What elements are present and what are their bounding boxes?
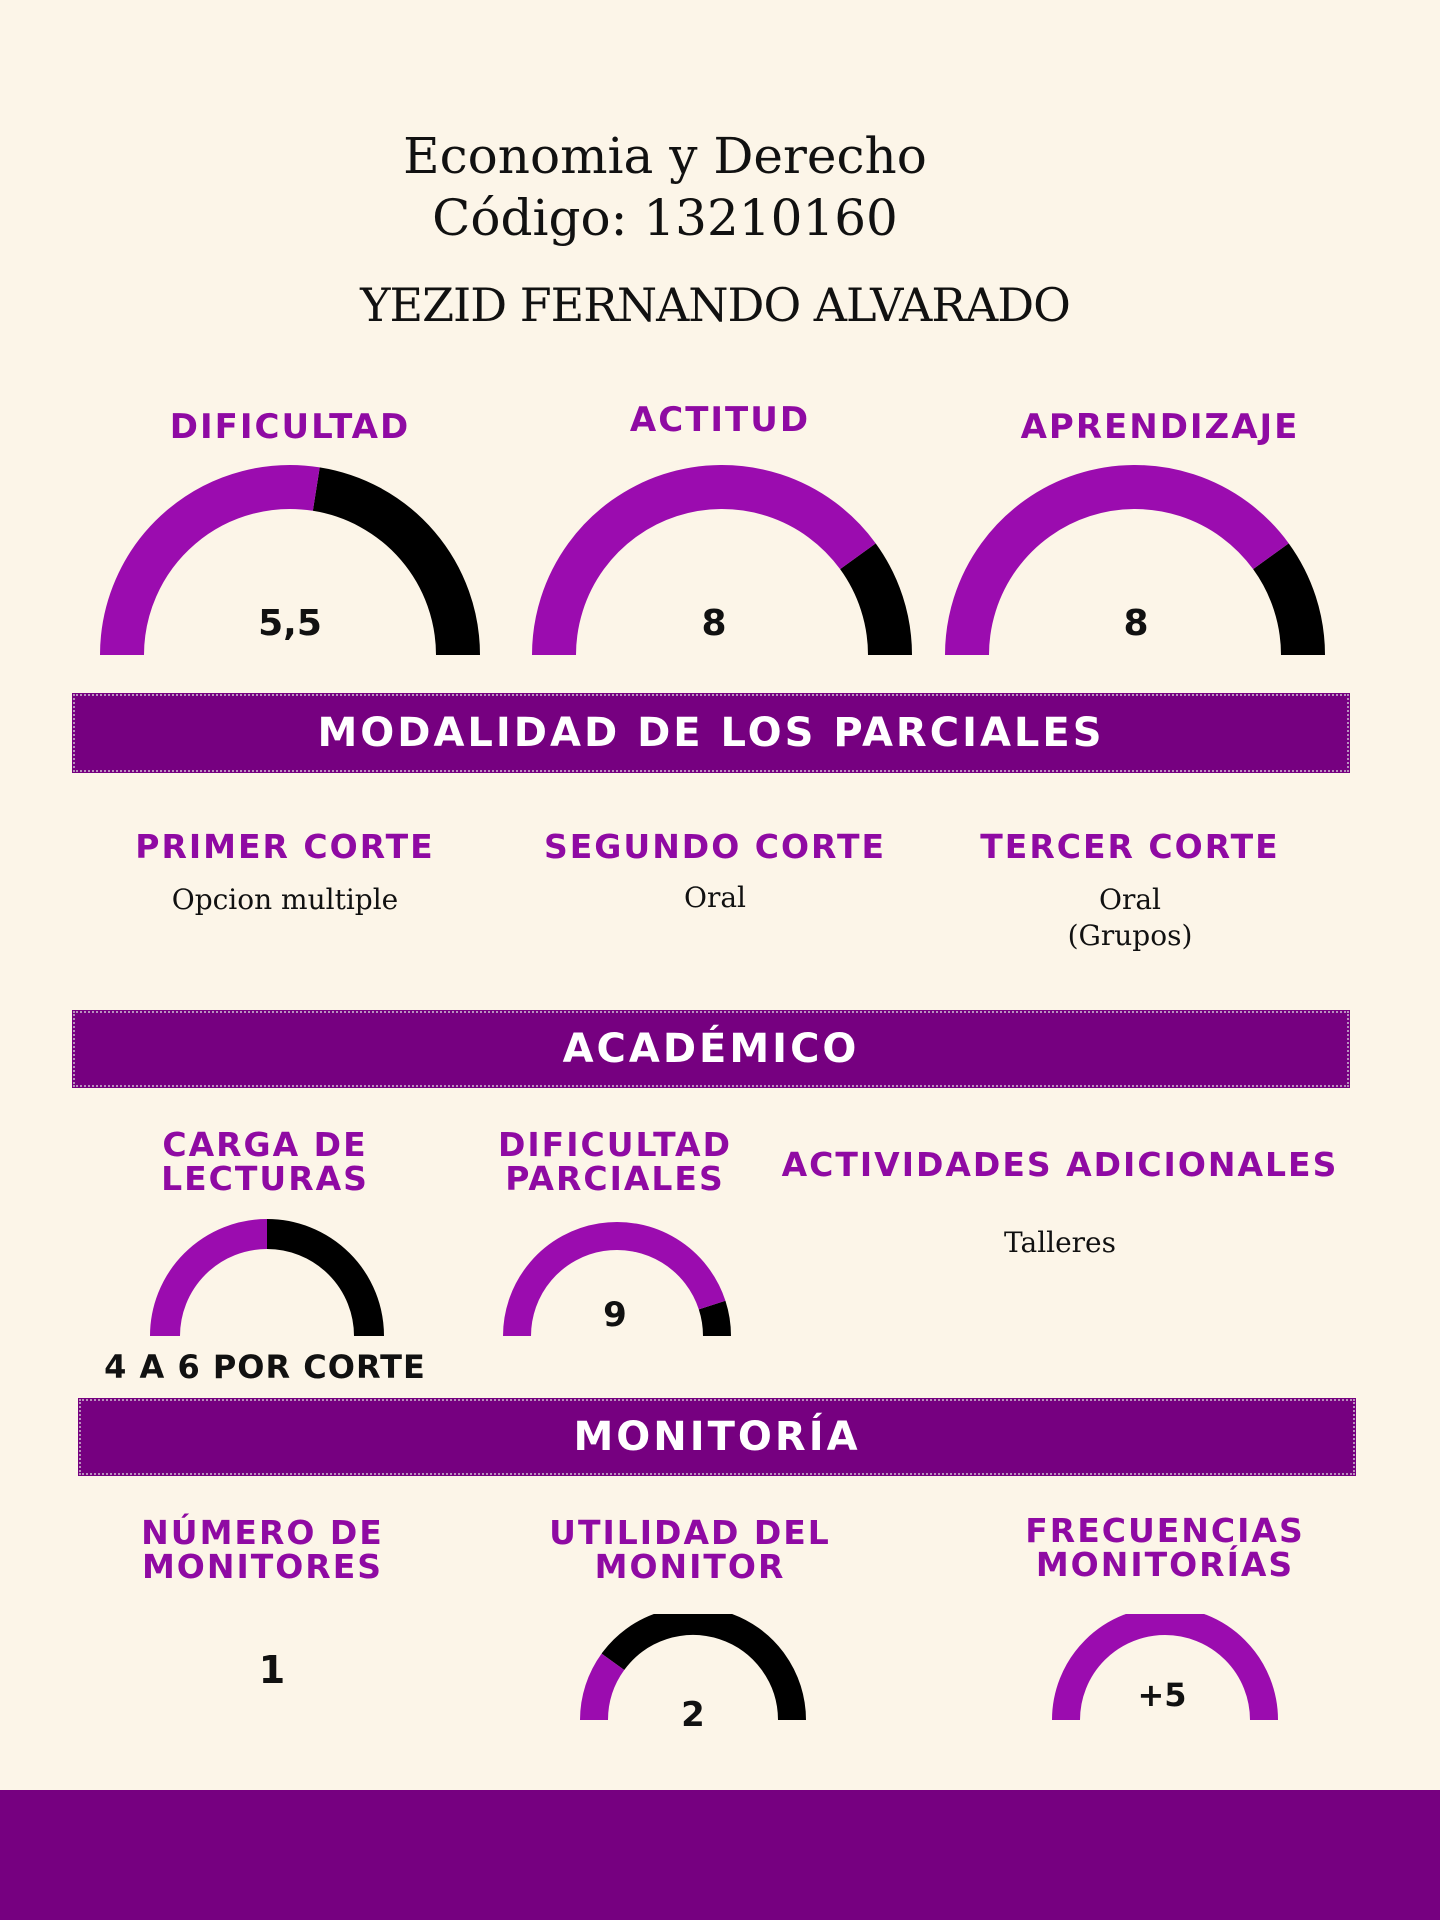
frecuencias-label: FRECUENCIAS MONITORÍAS [1025, 1511, 1305, 1584]
dificultad-parciales-label: DIFICULTAD PARCIALES [498, 1125, 732, 1198]
gauge-empty-arc [712, 1305, 717, 1336]
professor-name: YEZID FERNANDO ALVARADO [360, 278, 1070, 332]
utilidad-monitor-value: 2 [681, 1695, 705, 1735]
corte-text-primero: Opcion multiple [171, 883, 399, 916]
gauge-carga [150, 1210, 384, 1336]
banner-modalidad: MODALIDAD DE LOS PARCIALES [72, 693, 1350, 773]
banner-monitoria: MONITORÍA [78, 1398, 1356, 1476]
dificultad-parciales-value: 9 [603, 1295, 627, 1335]
frecuencias-value: +5 [1137, 1676, 1187, 1714]
utilidad-monitor-label: UTILIDAD DEL MONITOR [549, 1513, 831, 1586]
course-code: Código: 13210160 [432, 189, 898, 247]
rating-value-aprendizaje: 8 [1123, 603, 1149, 644]
gauge-svg [150, 1210, 384, 1336]
numero-monitores-label: NÚMERO DE MONITORES [141, 1513, 384, 1586]
rating-label-actitud: ACTITUD [629, 400, 811, 440]
gauge-empty-arc [1271, 556, 1303, 655]
rating-label-aprendizaje: APRENDIZAJE [1020, 407, 1300, 447]
carga-label: CARGA DE LECTURAS [161, 1125, 369, 1198]
footer-bar [0, 1790, 1440, 1920]
corte-label-segundo: SEGUNDO CORTE [544, 827, 886, 866]
rating-value-dificultad: 5,5 [258, 603, 322, 644]
corte-label-primero: PRIMER CORTE [135, 827, 435, 866]
course-header [0, 125, 1330, 249]
corte-label-tercero: TERCER CORTE [980, 827, 1280, 866]
actividades-text: Talleres [1004, 1226, 1116, 1259]
course-title: Economia y Derecho [403, 127, 927, 185]
numero-monitores-value: 1 [258, 1648, 286, 1692]
gauge-empty-arc [267, 1234, 369, 1336]
gauge-filled-arc [594, 1662, 613, 1720]
rating-label-dificultad: DIFICULTAD [169, 407, 411, 447]
actividades-label: ACTIVIDADES ADICIONALES [781, 1145, 1339, 1184]
gauge-empty-arc [858, 556, 890, 655]
corte-text-segundo: Oral [684, 881, 746, 914]
rating-value-actitud: 8 [701, 603, 727, 644]
gauge-filled-arc [165, 1234, 267, 1336]
carga-value: 4 A 6 POR CORTE [104, 1348, 426, 1386]
banner-academico: ACADÉMICO [72, 1010, 1350, 1088]
corte-text-tercero: Oral (Grupos) [1067, 883, 1193, 952]
